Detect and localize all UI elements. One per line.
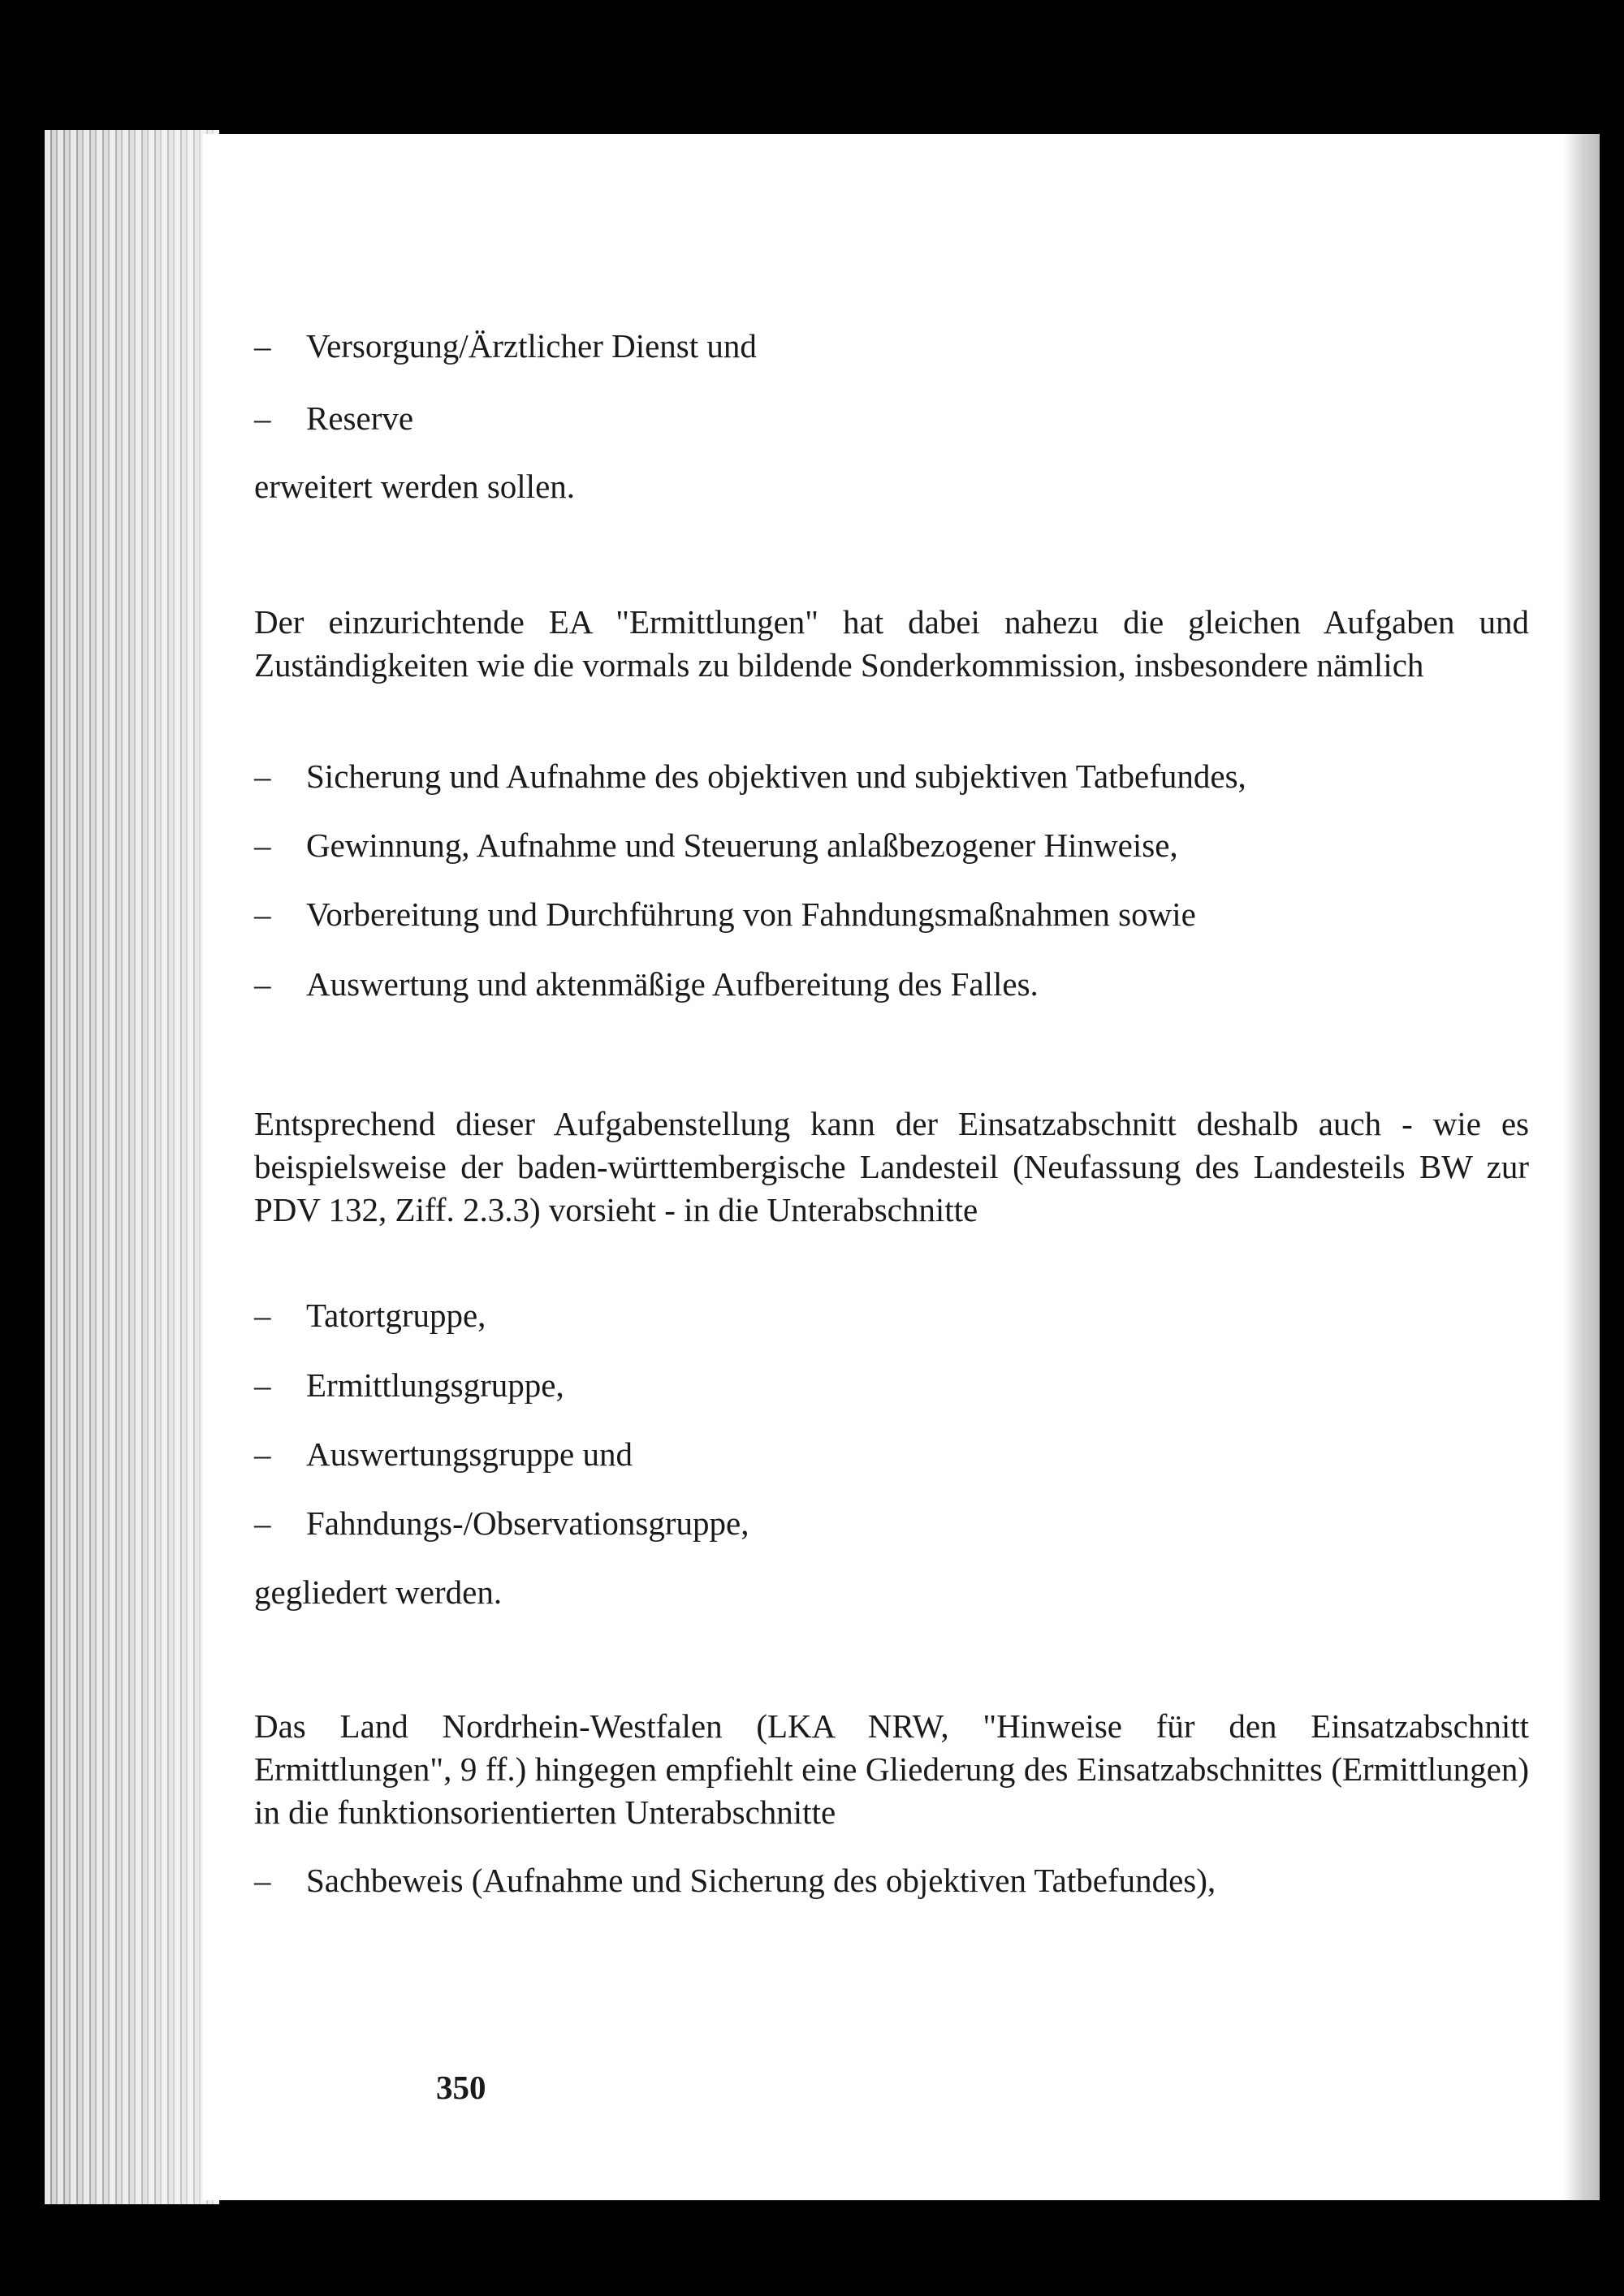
list-item-text: Reserve [306, 399, 414, 437]
bullet-dash: – [254, 965, 271, 1003]
list-item [254, 1364, 564, 1407]
list-item [254, 397, 413, 440]
text-line: erweitert werden sollen. [254, 468, 576, 505]
list-item [254, 1433, 633, 1476]
bullet-dash: – [254, 896, 271, 933]
list-item-text: Auswertung und aktenmäßige Aufbereitung des Falles. [306, 965, 1039, 1003]
list-item [254, 963, 1039, 1006]
list-item-text: Tatortgruppe, [306, 1297, 486, 1334]
list-item-text: Fahndungs-/Observationsgruppe, [306, 1504, 749, 1542]
bullet-dash: – [254, 399, 271, 437]
bullet-dash: – [254, 1504, 271, 1542]
bullet-dash: – [254, 1297, 271, 1334]
list-item [254, 824, 1178, 867]
paragraph: Der einzurichtende EA "Ermittlungen" hat dabei nahezu die gleichen Aufgaben und Zuständigkeiten wie die vormals zu bildende Sonderkommission, insbesondere nämlich [254, 603, 1529, 684]
list-item-text: Sachbeweis (Aufnahme und Sicherung des objektiven Tatbefundes), [306, 1862, 1216, 1899]
book-page-edges [45, 130, 219, 2204]
text-line: gegliedert werden. [254, 1573, 503, 1611]
list-item [254, 1294, 486, 1337]
list-item [254, 755, 1246, 798]
list-item-text: Sicherung und Aufnahme des objektiven und subjektiven Tatbefundes, [306, 757, 1246, 795]
list-item-text: Vorbereitung und Durchführung von Fahndungsmaßnahmen sowie [306, 896, 1196, 933]
list-item [254, 1502, 749, 1545]
list-item-text: Ermittlungsgruppe, [306, 1366, 564, 1404]
list-item [254, 1859, 1216, 1902]
list-item-text: Gewinnung, Aufnahme und Steuerung anlaßbezogener Hinweise, [306, 826, 1178, 864]
list-item [254, 325, 757, 368]
paragraph: Das Land Nordrhein-Westfalen (LKA NRW, "Hinweise für den Einsatzabschnitt Ermittlungen", 9 ff.) hingegen empfiehlt eine Gliederung des Einsatzabschnittes (Ermittlungen) in die funktionsorientierten Unterabschnitte [254, 1707, 1529, 1831]
bullet-dash: – [254, 327, 271, 365]
list-item-text: Versorgung/Ärztlicher Dienst und [306, 327, 757, 365]
bullet-dash: – [254, 757, 271, 795]
bullet-dash: – [254, 1435, 271, 1473]
list-item-text: Auswertungsgruppe und [306, 1435, 633, 1473]
bullet-dash: – [254, 1366, 271, 1404]
page-number: 350 [436, 2069, 486, 2106]
list-item [254, 893, 1196, 936]
bullet-dash: – [254, 826, 271, 864]
paragraph: Entsprechend dieser Aufgabenstellung kann der Einsatzabschnitt deshalb auch - wie es beispielsweise der baden-württembergische Landesteil (Neufassung des Landesteils BW zur PDV 132, Ziff. 2.3.3) vorsieht - in die Unterabschnitte [254, 1105, 1529, 1228]
bullet-dash: – [254, 1862, 271, 1899]
